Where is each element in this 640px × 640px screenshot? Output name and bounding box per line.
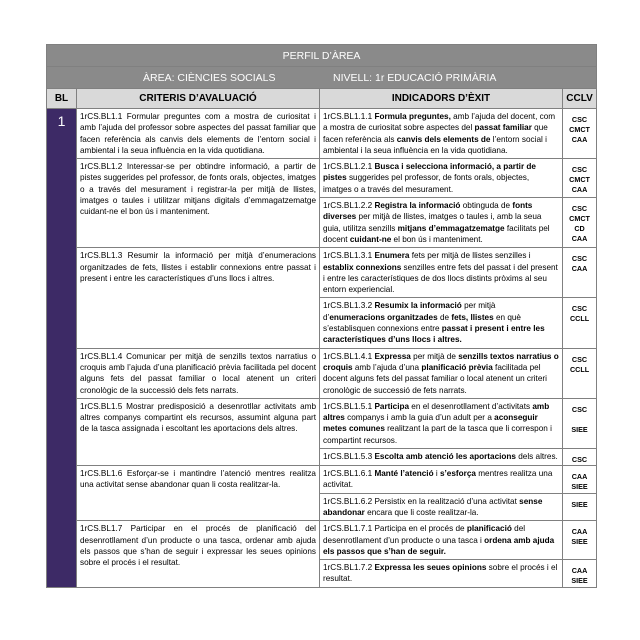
indicator-text-segment: fonts diverses	[323, 201, 533, 222]
indicator-text-segment: fets, llistes	[451, 312, 494, 322]
criterion-cell: 1rCS.BL1.3 Resumir la informació per mitjà d’enumeracions organitzades de fets, llistes i establir connexions entre passat i present i entre les característiques d’uns llocs i altres.	[77, 248, 320, 348]
indicator-text-segment: passat familiar	[474, 123, 532, 133]
indicator-text-segment: Escolta amb atenció les aportacions	[374, 452, 516, 462]
indicator-text-segment: l’entorn social i ambiental i la seua influència en la vida quotidiana.	[323, 134, 547, 155]
indicator-text-segment: planificació prèvia	[421, 362, 493, 372]
competence-code: CCLL	[569, 364, 590, 374]
table-row	[47, 109, 597, 159]
indicator-code: 1rCS.BL1.5.1	[323, 401, 373, 411]
competence-code: CSC	[571, 304, 588, 314]
indicator-text-segment: realitzant la part de la tasca que li correspon i compartint recursos.	[323, 424, 552, 445]
criterion-cell: 1rCS.BL1.6 Esforçar-se i mantindre l’atenció mentres realitza una activitat sense abandonar quan li costa realitzar-la.	[77, 466, 320, 521]
cclv-cell	[563, 159, 597, 198]
indicator-text-segment: facilitada pel docent alguns fets del passat familiar o local atenent un criteri cronològic de successió de fets narrats.	[323, 362, 547, 395]
table-row	[47, 348, 597, 398]
indicator-cell	[320, 560, 563, 588]
indicator-text-segment: fets per mitjà de llistes senzilles i	[409, 251, 531, 261]
profile-document	[46, 44, 596, 588]
cclv-cell	[563, 560, 597, 588]
indicator-code: 1rCS.BL1.3.1	[323, 251, 373, 261]
indicator-text-segment: planificació	[466, 524, 512, 534]
indicator-code: 1rCS.BL1.6.1	[323, 469, 373, 479]
indicator-text-segment: mentres realitza una activitat.	[323, 469, 553, 490]
competence-code: CAA	[571, 527, 588, 537]
indicator-text-segment: Enumera	[374, 251, 410, 261]
table-row	[47, 521, 597, 560]
table-row	[47, 466, 597, 494]
indicator-cell	[320, 159, 563, 198]
indicator-text-segment: en què s’establisquen connexions entre	[323, 312, 521, 334]
indicator-cell	[320, 248, 563, 298]
competence-code: CSC	[571, 404, 588, 414]
indicator-text-segment: cuidant-ne	[349, 234, 392, 244]
cclv-cell	[563, 466, 597, 494]
indicator-cell	[320, 466, 563, 494]
indicator-text-segment: encara que li coste realitzar-la.	[364, 507, 479, 517]
cclv-cell	[563, 109, 597, 159]
indicator-text-segment: Expressa les seues opinions	[374, 563, 487, 573]
cclv-cell	[563, 398, 597, 448]
area-level-row	[47, 67, 597, 89]
col-cclv-header: CCLV	[563, 89, 597, 109]
indicator-text-segment: Resumix la informació	[374, 301, 462, 311]
indicator-text-segment: aconseguir metes comunes	[323, 413, 538, 434]
indicator-text-segment: dels altres.	[515, 452, 558, 462]
competence-code: CMCT	[569, 125, 590, 134]
indicator-cell	[320, 521, 563, 560]
competence-code: CAA	[571, 472, 588, 482]
indicator-text-segment: Expressa	[374, 351, 411, 361]
indicator-code: 1rCS.BL1.2.2	[323, 201, 373, 211]
table-row	[47, 248, 597, 298]
block-number: 1	[47, 109, 77, 588]
criterion-cell: 1rCS.BL1.2 Interessar-se per obtindre informació, a partir de pistes suggerides pel professor, de fonts orals, objectes, imatges o a través del mesurament i registrar-la per mitjà de llistes, imatges o taules i utilitzar mitjans digitals d’emmagatzematge cuidant-ne el bon ús i manteniment.	[77, 159, 320, 248]
indicator-text-segment: amb l’ajuda del docent, com a mostra de curiositat sobre aspectes del	[323, 112, 556, 133]
indicator-text-segment: passat i present i entre les característiques d’uns llocs i altres.	[323, 324, 545, 345]
competence-code: CSC	[571, 204, 588, 214]
competence-code	[563, 415, 596, 425]
competence-code: CAA	[571, 566, 588, 576]
competence-code: CMCT	[569, 214, 590, 224]
competence-code: SIEE	[571, 499, 588, 509]
indicator-cell	[320, 449, 563, 466]
competence-code: SIEE	[571, 537, 588, 547]
indicator-text-segment: establix connexions	[323, 262, 402, 272]
indicator-code: 1rCS.BL1.2.1	[323, 162, 373, 172]
indicator-text-segment: amb altres	[323, 401, 550, 423]
indicator-text-segment: facilitats pel docent	[323, 223, 550, 244]
indicator-text-segment: mitjans d’emmagatzematge	[397, 223, 505, 233]
competence-code: CAA	[571, 135, 588, 144]
indicator-code: 1rCS.BL1.3.2	[323, 301, 373, 311]
indicator-text-segment: de	[437, 312, 452, 322]
col-indicators-header: INDICADORS D’ÈXIT	[320, 89, 563, 109]
indicator-cell	[320, 109, 563, 159]
indicator-text-segment: en el desenrotllament d’activitats	[409, 401, 533, 411]
competence-code: SIEE	[571, 576, 588, 586]
indicator-text-segment: suggerides pel professor, de fonts orals, objectes, imatges o a través del mesurament.	[323, 173, 530, 194]
competence-code: SIEE	[571, 482, 588, 492]
profile-table	[46, 44, 597, 588]
indicator-text-segment: i	[433, 469, 440, 479]
indicator-text-segment: ordena amb ajuda els passos que s’han de seguir.	[323, 535, 555, 556]
cclv-cell	[563, 198, 597, 248]
cclv-cell	[563, 449, 597, 466]
competence-code: CD	[574, 224, 585, 234]
indicator-text-segment: Manté l’atenció	[374, 469, 434, 479]
competence-code: CSC	[571, 455, 588, 465]
indicator-code: 1rCS.BL1.7.2	[323, 563, 373, 573]
indicator-code: 1rCS.BL1.7.1	[323, 524, 373, 534]
cclv-cell	[563, 493, 597, 521]
indicator-text-segment: senzilles entre fets del passat i del present i entre les característiques de dos llocs distints pròxims al seu entorn experiencial.	[323, 262, 558, 295]
competence-code: CAA	[571, 264, 588, 274]
indicator-cell	[320, 348, 563, 398]
indicator-text-segment: Persistix en la realització d’una activitat	[374, 496, 520, 506]
col-criteria-header: CRITERIS D’AVALUACIÓ	[77, 89, 320, 109]
competence-code: CAA	[571, 234, 588, 244]
cclv-cell	[563, 348, 597, 398]
level-label: NIVELL: 1r EDUCACIÓ PRIMÀRIA	[333, 71, 497, 84]
indicator-cell	[320, 493, 563, 521]
indicator-text-segment: s’esforça	[439, 469, 476, 479]
criterion-cell: 1rCS.BL1.1 Formular preguntes com a mostra de curiositat i amb l’ajuda del professor sobre aspectes del passat familiar que facen referència als canvis dels elements de l’entorn social i ambiental i la seua influència en la vida quotidiana.	[77, 109, 320, 159]
indicator-text-segment: Participa en el procés de	[374, 524, 467, 534]
cclv-cell	[563, 248, 597, 298]
indicator-text-segment: per mitjà de llistes, imatges o taules i, amb la seua guia, utilitza senzills	[323, 212, 542, 233]
indicator-cell	[320, 298, 563, 348]
col-bl-header: BL	[47, 89, 77, 109]
cclv-cell	[563, 521, 597, 560]
indicator-code: 1rCS.BL1.1.1	[323, 112, 373, 121]
competence-code: CCLL	[569, 314, 590, 324]
indicator-text-segment: canvis dels elements de	[396, 134, 491, 144]
criterion-cell: 1rCS.BL1.5 Mostrar predisposició a desenrotllar activitats amb altres companys compartint els recursos, assumint alguna part de la tasca assignada i escoltant les aportacions dels altres.	[77, 398, 320, 465]
indicator-text-segment: obtinguda de	[460, 201, 513, 211]
indicator-text-segment: per mitjà d’	[323, 301, 496, 322]
indicator-text-segment: del desenrotllament d’un producte o una tasca i	[323, 524, 526, 545]
indicator-text-segment: companys i amb la guia d’un adult per a	[344, 413, 495, 423]
competence-code: CMCT	[569, 175, 590, 185]
competence-code: SIEE	[571, 424, 588, 434]
indicator-code: 1rCS.BL1.4.1	[323, 351, 373, 361]
indicator-text-segment: que facen referència als	[323, 123, 548, 144]
indicator-text-segment: senzills textos narratius o croquis	[323, 351, 559, 372]
indicator-text-segment: sobre el procés i el resultat.	[323, 563, 558, 584]
indicator-text-segment: amb l’ajuda d’una	[352, 362, 422, 372]
competence-code: CSC	[571, 165, 588, 175]
indicator-text-segment: el bon ús i manteniment.	[391, 234, 483, 244]
indicator-text-segment: enumeracions organitzades	[329, 312, 438, 322]
indicator-code: 1rCS.BL1.5.3	[323, 452, 373, 462]
indicator-cell	[320, 198, 563, 248]
indicator-text-segment: sense abandonar	[323, 496, 543, 517]
criterion-cell: 1rCS.BL1.7 Participar en el procés de planificació del desenrotllament d’un producte o una tasca, ordenar amb ajuda els passos que s’han de seguir i expressar les seues opinions sobre el procés i el resultat.	[77, 521, 320, 587]
competence-code: CAA	[571, 185, 588, 195]
indicator-cell	[320, 398, 563, 448]
profile-title: PERFIL D’ÀREA	[47, 45, 597, 67]
cclv-cell	[563, 298, 597, 348]
indicator-text-segment: Formula preguntes,	[374, 112, 451, 121]
area-label: ÀREA: CIÈNCIES SOCIALS	[143, 71, 276, 84]
indicator-text-segment: Participa	[374, 401, 410, 411]
table-row	[47, 398, 597, 448]
indicator-text-segment: per mitjà de	[410, 351, 459, 361]
competence-code: CSC	[571, 254, 588, 264]
indicator-text-segment: Busca i selecciona informació, a partir de pistes	[323, 162, 536, 183]
table-row	[47, 159, 597, 198]
indicator-code: 1rCS.BL1.6.2	[323, 496, 373, 506]
criterion-cell: 1rCS.BL1.4 Comunicar per mitjà de senzills textos narratius o croquis amb l’ajuda d’una planificació prèvia facilitada pel docent alguns fets del passat familiar o local atenent un criteri cronològic de la successió dels fets narrats.	[77, 348, 320, 398]
competence-code: CSC	[571, 115, 588, 124]
competence-code: CSC	[571, 354, 588, 364]
indicator-text-segment: Registra la informació	[374, 201, 461, 211]
